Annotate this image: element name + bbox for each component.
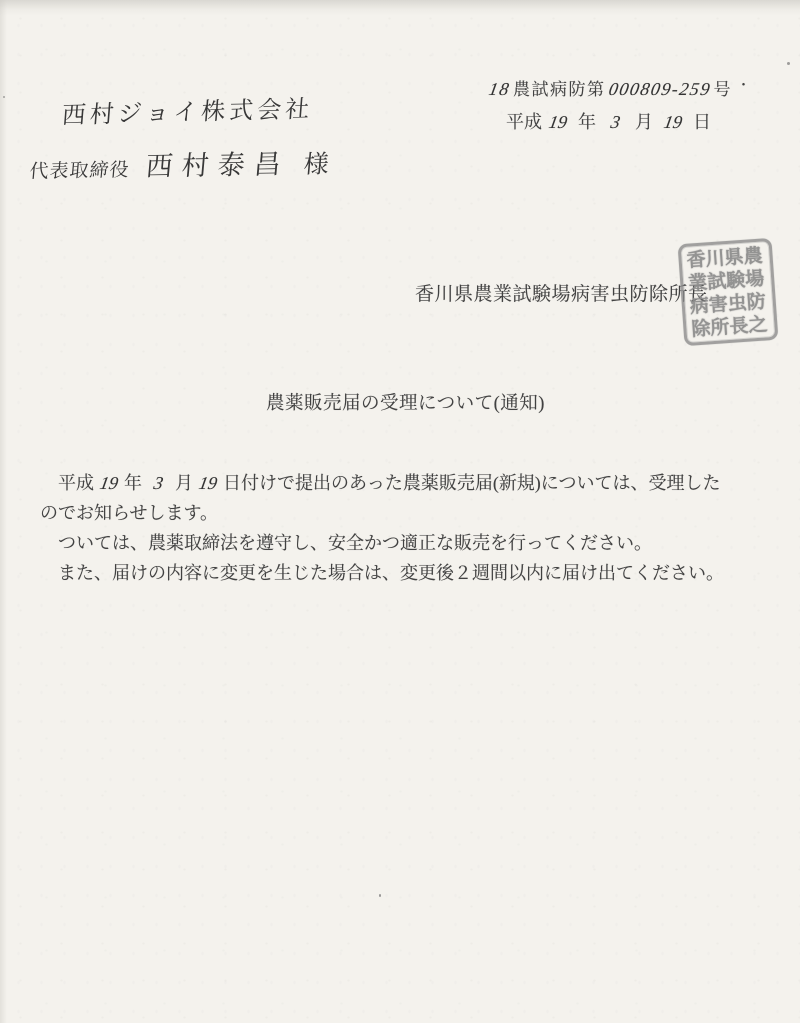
body-date-era: 平成 <box>58 473 94 493</box>
date-day-value: 19 <box>662 112 684 132</box>
scan-edge-top <box>0 0 800 16</box>
date-era: 平成 <box>506 112 542 132</box>
scan-speck <box>787 62 790 65</box>
doc-number-value: 000809-259 <box>606 79 713 99</box>
letter-body <box>40 468 776 588</box>
issue-date-line <box>506 108 715 134</box>
body-date-year: 19 <box>98 473 120 493</box>
sender-title-line: 香川県農業試験場病害虫防除所長 <box>415 284 708 305</box>
scan-edge-left <box>0 0 7 1023</box>
seal-row-1: 香川県農 <box>686 245 764 272</box>
doc-number-label: 農試病防第 <box>513 80 606 99</box>
body-date-day: 19 <box>197 473 219 493</box>
body-date-year-label: 年 <box>124 473 142 493</box>
seal-row-2: 業試験場 <box>687 268 765 295</box>
date-year-label: 年 <box>578 112 596 132</box>
addressee-company-handwritten: 西村ジョイ株式会社 <box>60 96 315 130</box>
date-month-value: 3 <box>609 112 622 132</box>
addressee-person-handwritten <box>28 141 330 185</box>
addressee-name: 西村泰昌 <box>144 149 292 182</box>
addressee-honorific: 様 <box>302 151 330 179</box>
doc-number-year-prefix: 18 <box>487 79 512 99</box>
scan-speck <box>3 96 5 98</box>
doc-number-suffix: 号 <box>713 80 732 99</box>
date-year-value: 19 <box>547 112 569 132</box>
body-line-2: のでお知らせします。 <box>40 503 219 523</box>
date-day-label: 日 <box>693 112 711 132</box>
body-date-month: 3 <box>152 473 165 493</box>
body-line-1-text: 日付けで提出のあった農薬販売届(新規)については、受理した <box>223 473 721 493</box>
date-month-label: 月 <box>635 112 653 132</box>
scan-dot: ・ <box>737 77 752 92</box>
body-line-3: ついては、農薬取締法を遵守し、安全かつ適正な販売を行ってください。 <box>58 533 652 553</box>
document-number-line <box>486 74 752 100</box>
scan-speck <box>379 894 381 897</box>
body-date-month-label: 月 <box>175 473 193 493</box>
addressee-role: 代表取締役 <box>28 159 131 183</box>
seal-row-4: 除所長之 <box>690 314 769 341</box>
seal-row-3: 病害虫防 <box>689 291 767 318</box>
body-line-4: また、届けの内容に変更を生じた場合は、変更後２週間以内に届け出てください。 <box>58 563 724 583</box>
body-line-1 <box>40 468 776 498</box>
official-seal-stamp <box>678 238 779 346</box>
letter-subject-title: 農薬販売届の受理について(通知) <box>266 394 545 414</box>
